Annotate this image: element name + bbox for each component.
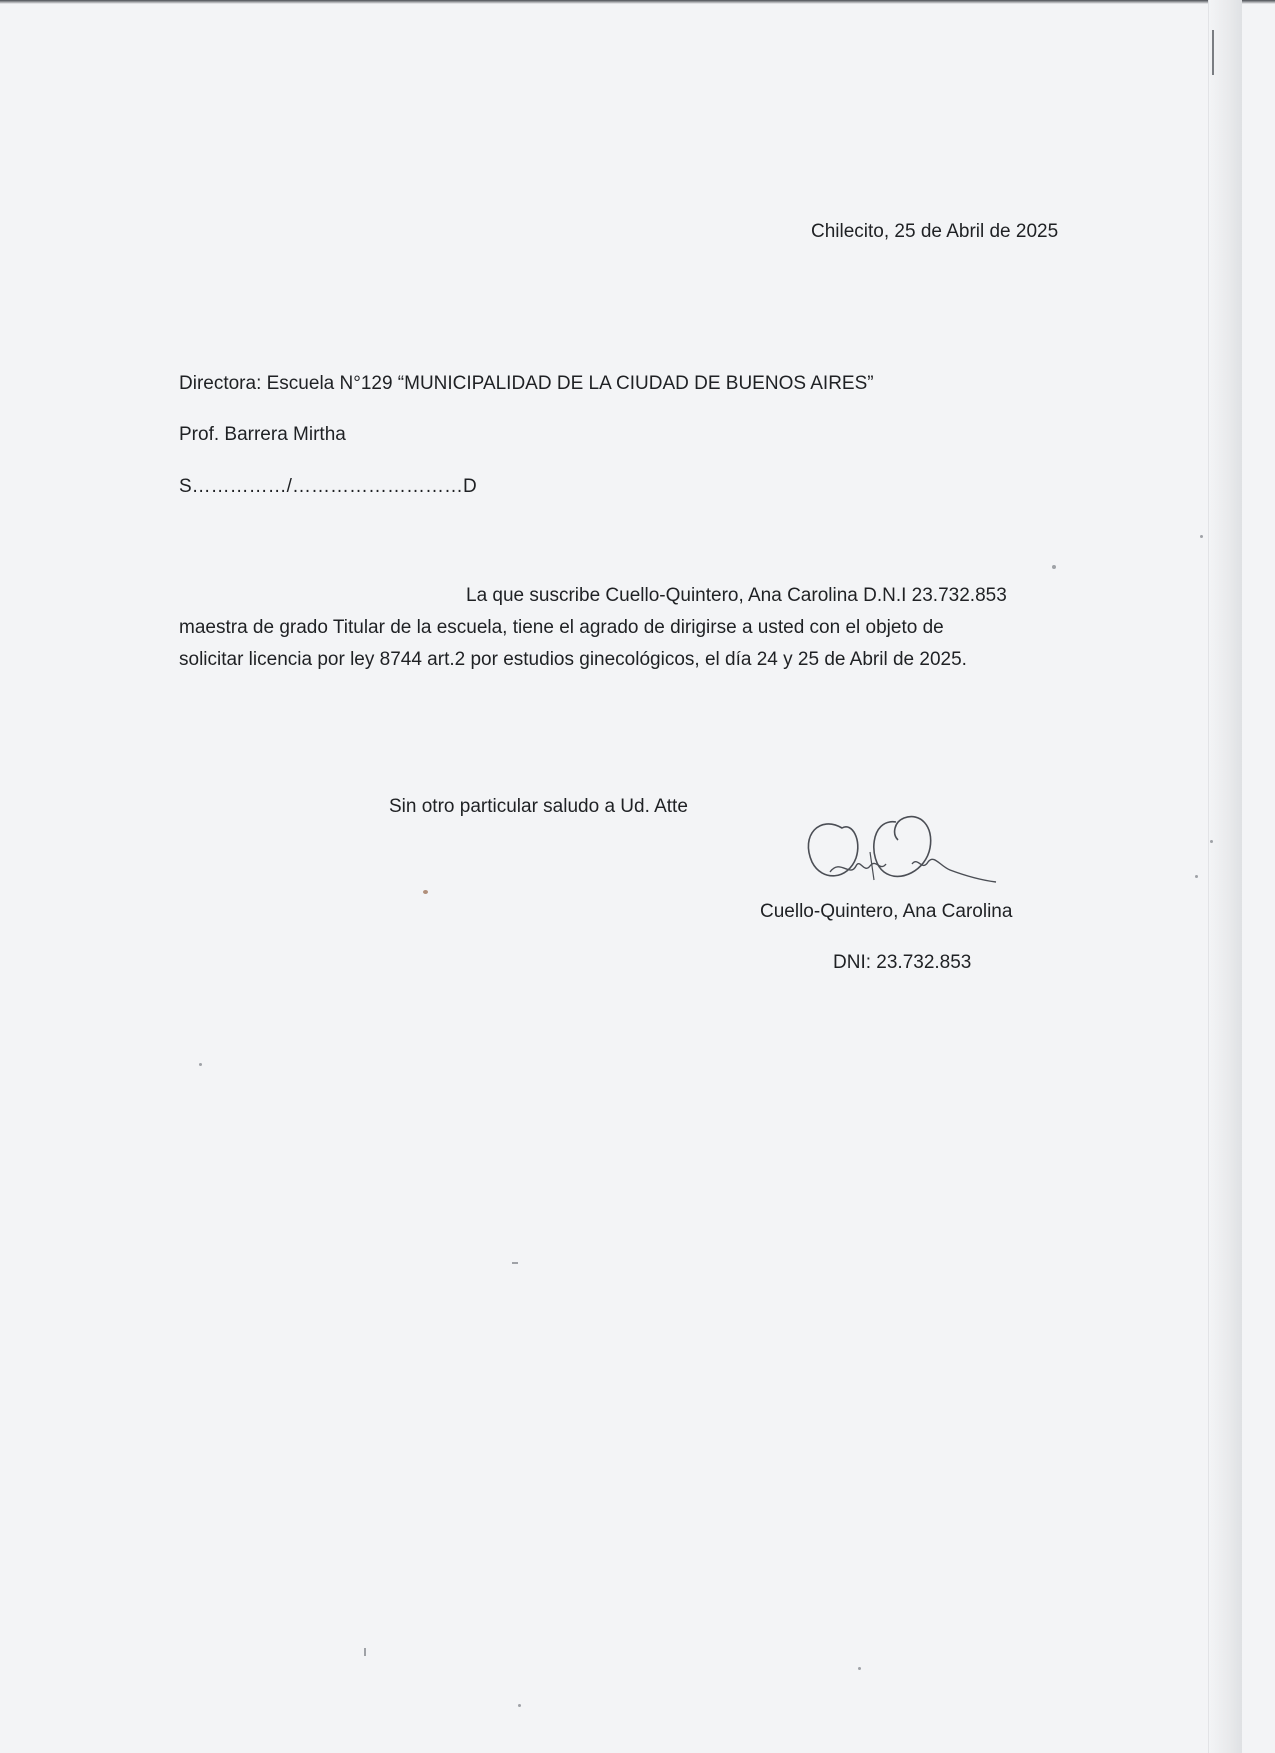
recipient-line: Directora: Escuela N°129 “MUNICIPALIDAD DE LA CIUDAD DE BUENOS AIRES”	[179, 373, 874, 394]
scan-right-edge	[1208, 0, 1242, 1753]
scan-speck	[512, 1262, 518, 1264]
scan-speck	[518, 1704, 521, 1707]
scan-speck	[1210, 840, 1213, 843]
scan-speck	[423, 890, 428, 894]
scan-top-edge	[0, 0, 1275, 4]
signer-name: Cuello-Quintero, Ana Carolina	[760, 901, 1013, 922]
scan-speck	[858, 1667, 861, 1670]
salutation-line: S……………/………………………D	[179, 476, 477, 497]
scan-speck	[1200, 535, 1203, 538]
body-line: solicitar licencia por ley 8744 art.2 por estudios ginecológicos, el día 24 y 25 de Abril de 2025.	[179, 649, 967, 670]
signer-dni: DNI: 23.732.853	[833, 952, 972, 973]
closing-line: Sin otro particular saludo a Ud. Atte	[389, 796, 688, 817]
date-line: Chilecito, 25 de Abril de 2025	[811, 221, 1059, 242]
scan-speck	[199, 1063, 202, 1066]
paper-edge-mark	[1212, 30, 1214, 75]
scan-speck	[1052, 565, 1056, 569]
body-paragraph	[179, 580, 1039, 676]
body-line: La que suscribe Cuello-Quintero, Ana Carolina D.N.I 23.732.853	[466, 585, 1007, 606]
body-line: maestra de grado Titular de la escuela, tiene el agrado de dirigirse a usted con el objeto de	[179, 617, 944, 638]
scan-speck	[364, 1648, 366, 1656]
recipient-name: Prof. Barrera Mirtha	[179, 424, 346, 445]
scan-speck	[1195, 875, 1198, 878]
